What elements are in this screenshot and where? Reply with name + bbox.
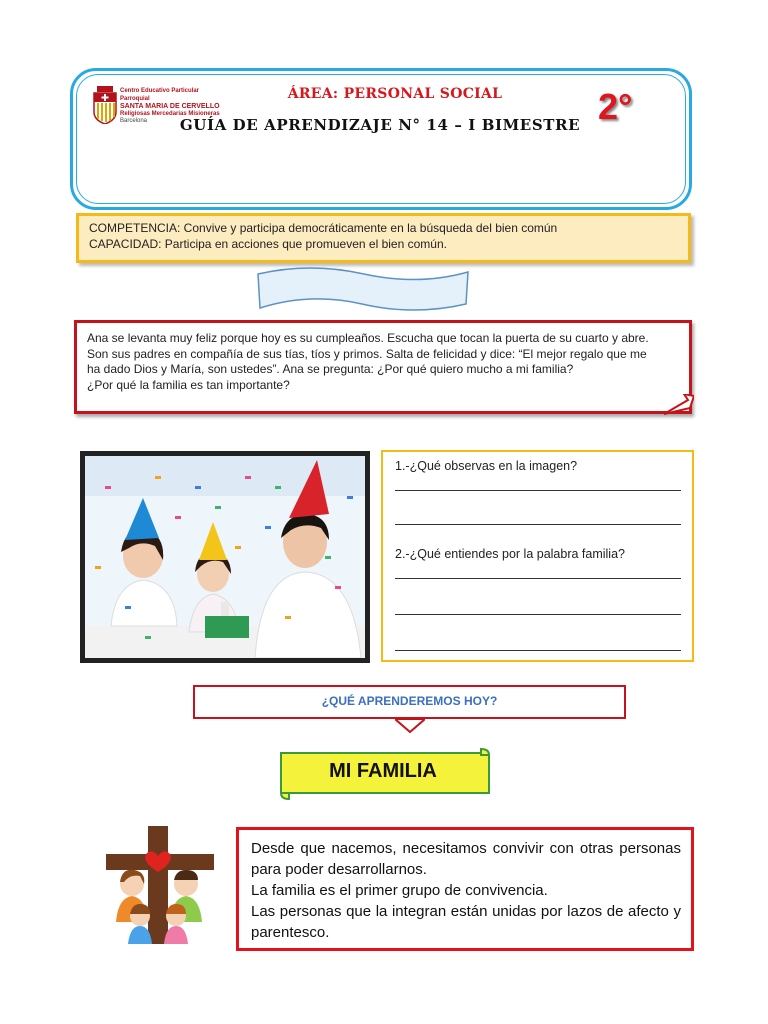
- story-fold-corner: [664, 394, 694, 418]
- definition-paragraph-1: Desde que nacemos, necesitamos convivir con otras personas para poder desarrollarnos.: [251, 840, 681, 878]
- definition-paragraph-3: Las personas que la integran están unidas por lazos de afecto y parentesco.: [251, 903, 681, 941]
- answer-line[interactable]: [395, 650, 681, 651]
- learn-today-box: ¿QUÉ APRENDEREMOS HOY?: [193, 685, 626, 719]
- competencia-box: [76, 213, 691, 263]
- story-line-1: Ana se levanta muy feliz porque hoy es su cumpleaños. Escucha que tocan la puerta de su cuarto y abre.: [87, 331, 649, 345]
- family-definition-box: [236, 827, 694, 951]
- story-line-4: ¿Por qué la familia es tan importante?: [87, 377, 290, 392]
- story-line-3: ha dado Dios y María, son ustedes”. Ana se pregunta: ¿Por qué quiero mucho a mi familia?: [87, 362, 574, 376]
- story-box: [74, 320, 692, 414]
- photo-illustration: [85, 456, 365, 658]
- competencia-line: COMPETENCIA: Convive y participa democráticamente en la búsqueda del bien común: [89, 221, 558, 235]
- school-shield-logo: [93, 86, 117, 124]
- answer-line[interactable]: [395, 490, 681, 491]
- logo-line-4: Barcelona: [120, 118, 148, 124]
- birthday-family-photo: [80, 451, 370, 663]
- answer-line[interactable]: [395, 614, 681, 615]
- grade-label: 2°: [598, 86, 633, 127]
- guide-title: GUÍA DE APRENDIZAJE N° 14 – I BIMESTRE: [179, 116, 581, 134]
- story-line-2: Son sus padres en compañía de sus tías, tíos y primos. Salta de felicidad y dice: “El mejor regalo que me: [87, 346, 647, 361]
- family-cross-illustration: [100, 826, 220, 944]
- topic-title: MI FAMILIA: [329, 760, 437, 782]
- definition-paragraph-2: La familia es el primer grupo de convivencia.: [251, 882, 548, 899]
- area-title: ÁREA: PERSONAL SOCIAL: [287, 86, 503, 102]
- logo-line-2: SANTA MARIA DE CERVELLO: [120, 103, 220, 110]
- answer-line[interactable]: [395, 524, 681, 525]
- question-2: 2.-¿Qué entiendes por la palabra familia?: [395, 547, 625, 561]
- down-arrow-icon: [395, 717, 425, 733]
- question-1: 1.-¿Qué observas en la imagen?: [395, 459, 578, 473]
- capacidad-line: CAPACIDAD: Participa en acciones que promueven el bien común.: [89, 237, 447, 251]
- wave-ribbon: [254, 266, 472, 314]
- answer-line[interactable]: [395, 578, 681, 579]
- questions-box: [381, 450, 694, 662]
- logo-line-1: Centro Educativo Particular Parroquial: [120, 88, 200, 102]
- logo-line-3: Religiosas Mercedarias Misioneras: [120, 110, 220, 117]
